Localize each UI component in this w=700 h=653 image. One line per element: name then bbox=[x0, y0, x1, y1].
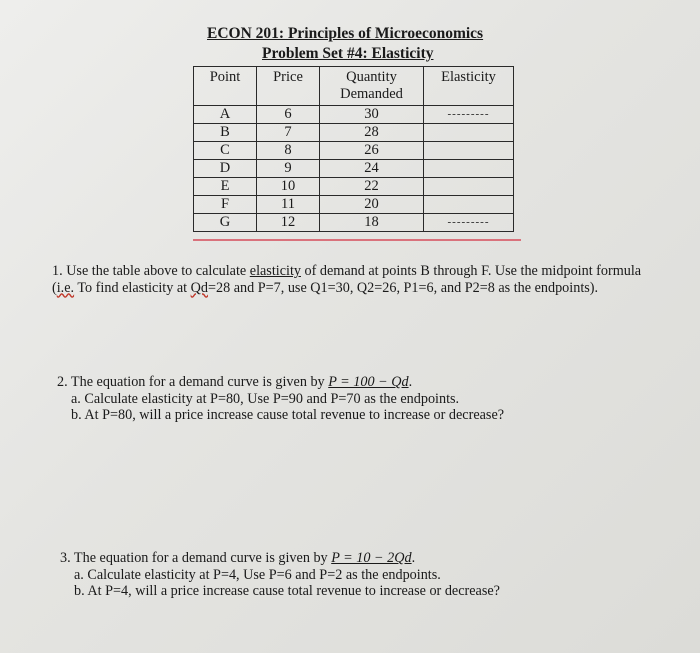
question-2-stem: 2. The equation for a demand curve is given by P = 100 − Qd. bbox=[57, 374, 413, 390]
cell-price: 6 bbox=[257, 106, 320, 124]
cell-point: E bbox=[194, 178, 257, 196]
cell-price: 10 bbox=[257, 178, 320, 196]
cell-price: 11 bbox=[257, 196, 320, 214]
question-2a: a. Calculate elasticity at P=80, Use P=90 and P=70 as the endpoints. bbox=[71, 390, 460, 407]
question-3 bbox=[60, 550, 620, 600]
table-row bbox=[194, 142, 514, 160]
elasticity-term: elasticity bbox=[249, 263, 301, 279]
demand-equation: P = 10 − 2Qd bbox=[331, 550, 412, 566]
cell-elasticity bbox=[424, 142, 514, 160]
page-subtitle: Problem Set #4: Elasticity bbox=[262, 45, 434, 62]
cell-quantity: 28 bbox=[320, 124, 424, 142]
header-price: Price bbox=[257, 67, 320, 106]
page-title: ECON 201: Principles of Microeconomics bbox=[207, 25, 484, 42]
table-row bbox=[194, 160, 514, 178]
cell-price: 9 bbox=[257, 160, 320, 178]
question-1: 1. Use the table above to calculate elasticity of demand at points B through F. Use the midpoint formula (i.e. To find elasticity at Qd=28 and P=7, use Q1=30, Q2=26, P1=6, and P2=8 as the endpoints). bbox=[52, 263, 642, 296]
cell-elasticity bbox=[424, 196, 514, 214]
cell-point: D bbox=[194, 160, 257, 178]
cell-quantity: 30 bbox=[320, 106, 424, 124]
cell-point: C bbox=[194, 142, 257, 160]
demand-equation: P = 100 − Qd bbox=[328, 374, 409, 390]
cell-quantity: 24 bbox=[320, 160, 424, 178]
cell-point: F bbox=[194, 196, 257, 214]
header-quantity: Quantity Demanded bbox=[320, 67, 424, 106]
cell-elasticity: --------- bbox=[424, 214, 514, 232]
elasticity-table bbox=[193, 66, 514, 232]
cell-point: A bbox=[194, 106, 257, 124]
cell-quantity: 20 bbox=[320, 196, 424, 214]
cell-quantity: 18 bbox=[320, 214, 424, 232]
ie-abbrev: i.e. bbox=[56, 279, 75, 296]
table-row bbox=[194, 106, 514, 124]
question-3b: b. At P=4, will a price increase cause total revenue to increase or decrease? bbox=[74, 583, 500, 599]
question-3-stem: 3. The equation for a demand curve is given by P = 10 − 2Qd. bbox=[60, 550, 416, 566]
question-2 bbox=[57, 374, 657, 424]
cell-price: 12 bbox=[257, 214, 320, 232]
question-3a: a. Calculate elasticity at P=4, Use P=6 and P=2 as the endpoints. bbox=[74, 566, 441, 583]
cell-point: B bbox=[194, 124, 257, 142]
cell-elasticity bbox=[424, 178, 514, 196]
cell-quantity: 22 bbox=[320, 178, 424, 196]
header-elasticity: Elasticity bbox=[424, 67, 514, 106]
cell-point: G bbox=[194, 214, 257, 232]
cell-price: 7 bbox=[257, 124, 320, 142]
table-bottom-highlight bbox=[193, 239, 521, 241]
cell-quantity: 26 bbox=[320, 142, 424, 160]
question-2b: b. At P=80, will a price increase cause total revenue to increase or decrease? bbox=[71, 407, 505, 423]
cell-elasticity bbox=[424, 124, 514, 142]
cell-elasticity: --------- bbox=[424, 106, 514, 124]
table-row bbox=[194, 124, 514, 142]
table-row bbox=[194, 178, 514, 196]
cell-price: 8 bbox=[257, 142, 320, 160]
qd-term: Qd bbox=[190, 279, 208, 296]
table-header-row bbox=[194, 67, 514, 106]
header-point: Point bbox=[194, 67, 257, 106]
cell-elasticity bbox=[424, 160, 514, 178]
table-row bbox=[194, 214, 514, 232]
table-row bbox=[194, 196, 514, 214]
